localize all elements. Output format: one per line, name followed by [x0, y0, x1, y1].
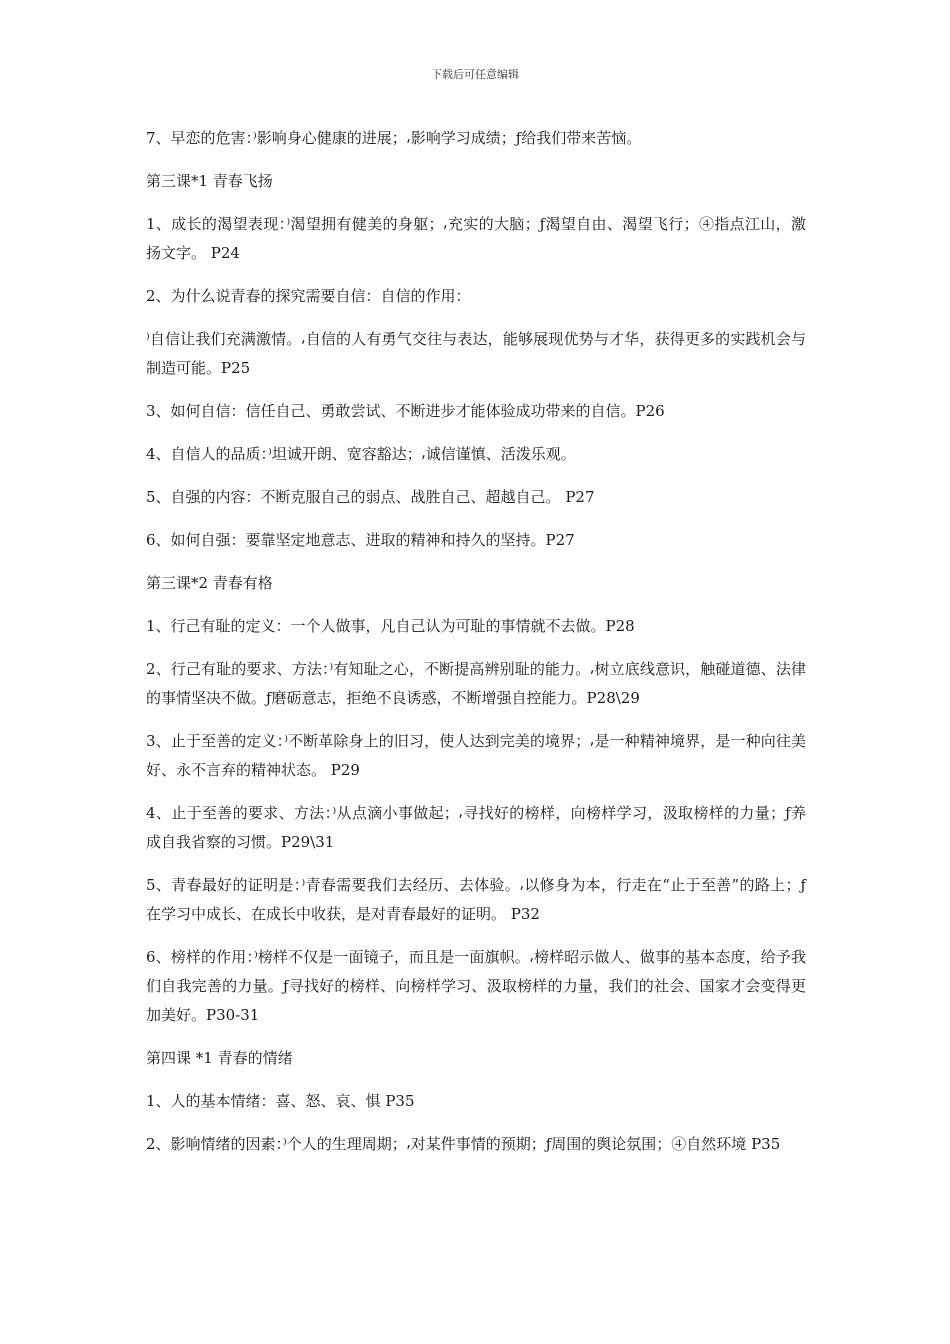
paragraph: 6、榜样的作用：⁾榜样不仅是一面镜子，而且是一面旗帜。⸴榜样昭示做人、做事的基本态度，给予我们自我完善的力量。ƒ寻找好的榜样、向榜样学习、汲取榜样的力量，我们的社会、国家才会变得更加美好。P30-31: [146, 948, 806, 1024]
paragraph: 4、自信人的品质：⁾坦诚开朗、宽容豁达；⸴诚信谨慎、活泼乐观。: [146, 445, 576, 463]
section-heading: 第三课*1 青春飞扬: [146, 172, 273, 190]
paragraph: 2、影响情绪的因素：⁾个人的生理周期；⸴对某件事情的预期；ƒ周围的舆论氛围；④自然环境 P35: [146, 1135, 781, 1153]
paragraph: 1、成长的渴望表现：⁾渴望拥有健美的身躯；⸴充实的大脑；ƒ渴望自由、渴望飞行；④指点江山，激扬文字。 P24: [146, 215, 806, 262]
paragraph: 6、如何自强：要靠坚定地意志、进取的精神和持久的坚持。P27: [146, 531, 575, 549]
paragraph: 5、青春最好的证明是：⁾青春需要我们去经历、去体验。⸴以修身为本，行走在“止于至善”的路上；ƒ在学习中成长、在成长中收获，是对青春最好的证明。 P32: [146, 876, 806, 923]
paragraph: 1、行己有耻的定义：一个人做事，凡自己认为可耻的事情就不去做。P28: [146, 617, 635, 635]
paragraph: 5、自强的内容：不断克服自己的弱点、战胜自己、超越自己。 P27: [146, 488, 595, 506]
page-header: 下载后可任意编辑: [431, 68, 519, 81]
paragraph: 2、行己有耻的要求、方法：⁾有知耻之心，不断提高辨别耻的能力。⸴树立底线意识，触碰道德、法律的事情坚决不做。ƒ磨砺意志，拒绝不良诱惑，不断增强自控能力。P28\29: [146, 660, 806, 707]
paragraph: ⁾自信让我们充满激情。⸴自信的人有勇气交往与表达，能够展现优势与才华，获得更多的实践机会与制造可能。P25: [146, 330, 806, 377]
paragraph: 1、人的基本情绪：喜、怒、哀、惧 P35: [146, 1092, 415, 1110]
section-heading: 第三课*2 青春有格: [146, 574, 273, 592]
paragraph: 7、早恋的危害：⁾影响身心健康的进展；⸴影响学习成绩；ƒ给我们带来苦恼。: [146, 129, 642, 147]
document-body: [146, 124, 806, 1173]
paragraph: 4、止于至善的要求、方法：⁾从点滴小事做起；⸴寻找好的榜样，向榜样学习，汲取榜样的力量；ƒ养成自我省察的习惯。P29\31: [146, 804, 806, 851]
paragraph: 3、止于至善的定义：⁾不断革除身上的旧习，使人达到完美的境界；⸴是一种精神境界，是一种向往美好、永不言弃的精神状态。 P29: [146, 732, 806, 779]
paragraph: 3、如何自信：信任自己、勇敢尝试、不断进步才能体验成功带来的自信。P26: [146, 402, 665, 420]
paragraph: 2、为什么说青春的探究需要自信：自信的作用：: [146, 287, 471, 305]
section-heading: 第四课 *1 青春的情绪: [146, 1049, 293, 1067]
